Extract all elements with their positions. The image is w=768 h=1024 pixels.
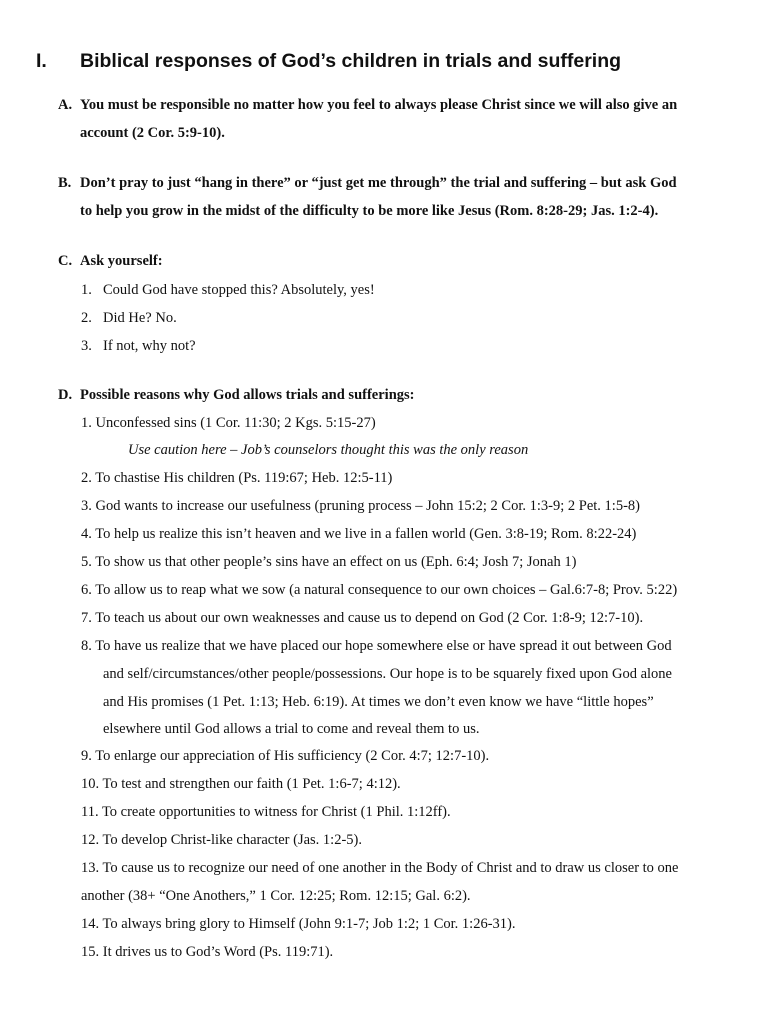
section-c-title: Ask yourself: <box>80 253 163 269</box>
reason-1-note: Use caution here – Job’s counselors thought this was the only reason <box>128 442 529 458</box>
reason-12: 12. To develop Christ-like character (Jas. 1:2-5). <box>81 832 362 848</box>
section-c-item-1-text: Could God have stopped this? Absolutely, yes! <box>103 282 375 298</box>
section-c-item-1-number: 1. <box>81 282 92 298</box>
reason-8-line-2: and self/circumstances/other people/possessions. Our hope is to be squarely fixed upon God alone <box>103 666 672 682</box>
section-b-label: B. <box>58 175 72 191</box>
section-c-label: C. <box>58 253 73 269</box>
section-d-title: Possible reasons why God allows trials and sufferings: <box>80 387 415 403</box>
section-c-item-3-number: 3. <box>81 338 92 354</box>
reason-2: 2. To chastise His children (Ps. 119:67; Heb. 12:5-11) <box>81 470 393 486</box>
section-c-item-3-text: If not, why not? <box>103 338 196 354</box>
reason-10: 10. To test and strengthen our faith (1 Pet. 1:6-7; 4:12). <box>81 776 401 792</box>
reason-8-line-4: elsewhere until God allows a trial to come and reveal them to us. <box>103 721 480 737</box>
section-d-label: D. <box>58 387 73 403</box>
reason-8-line-3: and His promises (1 Pet. 1:13; Heb. 6:19). At times we don’t even know we have “little hopes” <box>103 694 654 710</box>
heading-title: Biblical responses of God’s children in trials and suffering <box>80 50 622 72</box>
section-c-item-2-number: 2. <box>81 310 92 326</box>
reason-13-line-1: 13. To cause us to recognize our need of one another in the Body of Christ and to draw us closer to one <box>81 860 679 876</box>
reason-14: 14. To always bring glory to Himself (John 9:1-7; Job 1:2; 1 Cor. 1:26-31). <box>81 916 516 932</box>
reason-11: 11. To create opportunities to witness for Christ (1 Phil. 1:12ff). <box>81 804 451 820</box>
section-a-line-2: account (2 Cor. 5:9-10). <box>80 125 225 141</box>
reason-13-line-2: another (38+ “One Anothers,” 1 Cor. 12:25; Rom. 12:15; Gal. 6:2). <box>81 888 471 904</box>
reason-3: 3. God wants to increase our usefulness (pruning process – John 15:2; 2 Cor. 1:3-9; 2 Pet. 1:5-8) <box>81 498 640 514</box>
reason-8-line-1: 8. To have us realize that we have placed our hope somewhere else or have spread it out between God <box>81 638 672 654</box>
reason-1: 1. Unconfessed sins (1 Cor. 11:30; 2 Kgs. 5:15-27) <box>81 415 376 431</box>
reason-4: 4. To help us realize this isn’t heaven and we live in a fallen world (Gen. 3:8-19; Rom. 8:22-24) <box>81 526 637 542</box>
heading-number: I. <box>36 50 47 72</box>
reason-9: 9. To enlarge our appreciation of His sufficiency (2 Cor. 4:7; 12:7-10). <box>81 748 490 764</box>
section-b-line-2: to help you grow in the midst of the difficulty to be more like Jesus (Rom. 8:28-29; Jas. 1:2-4). <box>80 203 659 219</box>
section-c-item-2-text: Did He? No. <box>103 310 177 326</box>
reason-5: 5. To show us that other people’s sins have an effect on us (Eph. 6:4; Josh 7; Jonah 1) <box>81 554 577 570</box>
reason-6: 6. To allow us to reap what we sow (a natural consequence to our own choices – Gal.6:7-8; Prov. 5:22) <box>81 582 678 598</box>
reason-7: 7. To teach us about our own weaknesses and cause us to depend on God (2 Cor. 1:8-9; 12:7-10). <box>81 610 644 626</box>
reason-15: 15. It drives us to God’s Word (Ps. 119:71). <box>81 944 334 960</box>
section-a-label: A. <box>58 97 73 113</box>
section-a-line-1: You must be responsible no matter how you feel to always please Christ since we will also give an <box>80 97 678 113</box>
section-b-line-1: Don’t pray to just “hang in there” or “just get me through” the trial and suffering – but ask God <box>80 175 677 191</box>
